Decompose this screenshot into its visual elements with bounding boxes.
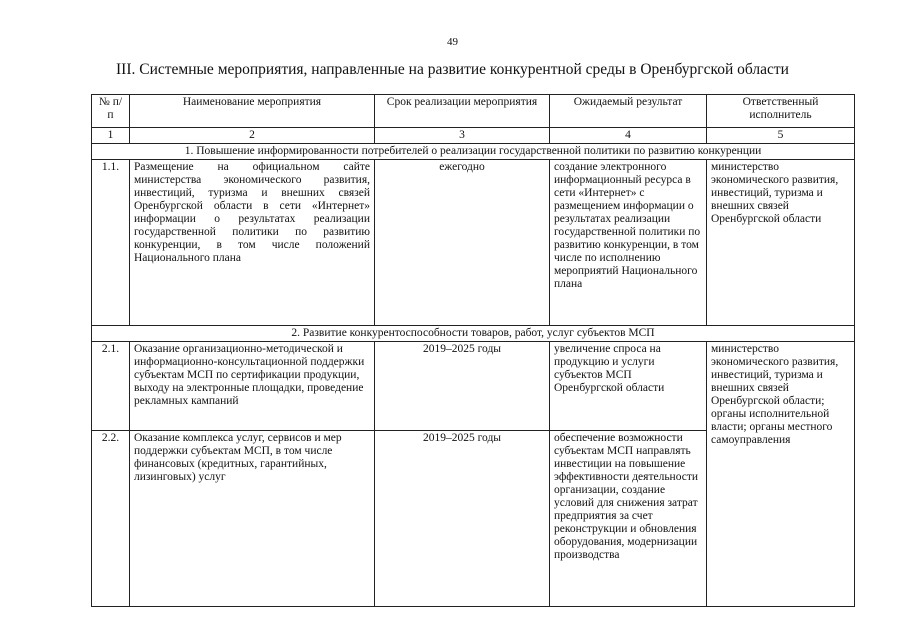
header-row [92, 95, 855, 128]
measure-name: Размещение на официальном сайте министерства экономического развития, инвестиций, туризма и внешних связей Оренбургской области в сети «Интернет» информации о результатах реализации государственной политики по развитию конкуренции, в том числе положений Национального плана [130, 160, 375, 326]
row-number: 2.2. [92, 431, 130, 607]
measures-table [91, 94, 855, 607]
column-number: 5 [707, 128, 855, 144]
measure-term: 2019–2025 годы [375, 431, 550, 607]
section-row [92, 144, 855, 160]
section-title-1: 1. Повышение информированности потребителей о реализации государственной политики по развитию конкуренции [92, 144, 855, 160]
column-number: 3 [375, 128, 550, 144]
header-result: Ожидаемый результат [550, 95, 707, 128]
measure-term: ежегодно [375, 160, 550, 326]
responsible-executor: министерство экономического развития, инвестиций, туризма и внешних связей Оренбургской области; органы исполнительной власти; органы местного самоуправления [707, 342, 855, 607]
column-number: 2 [130, 128, 375, 144]
header-executor: Ответственный исполнитель [707, 95, 855, 128]
section-row [92, 326, 855, 342]
expected-result: увеличение спроса на продукцию и услуги субъектов МСП Оренбургской области [550, 342, 707, 431]
column-numbers-row [92, 128, 855, 144]
measure-name: Оказание комплекса услуг, сервисов и мер поддержки субъектам МСП, в том числе финансовых (кредитных, гарантийных, лизинговых) услуг [130, 431, 375, 607]
row-number: 1.1. [92, 160, 130, 326]
page-number: 49 [447, 36, 458, 48]
header-term: Срок реализации мероприятия [375, 95, 550, 128]
responsible-executor: министерство экономического развития, инвестиций, туризма и внешних связей Оренбургской области [707, 160, 855, 326]
column-number: 1 [92, 128, 130, 144]
section-heading: III. Системные мероприятия, направленные на развитие конкурентной среды в Оренбургской области [116, 61, 789, 78]
table-row [92, 342, 855, 431]
expected-result: обеспечение возможности субъектам МСП направлять инвестиции на повышение эффективности деятельности организации, создание условий для снижения затрат предприятия за счет реконструкции и обновления оборудования, модернизации производства [550, 431, 707, 607]
measure-term: 2019–2025 годы [375, 342, 550, 431]
row-number: 2.1. [92, 342, 130, 431]
header-num: № п/п [92, 95, 130, 128]
expected-result: создание электронного информационный ресурса в сети «Интернет» с размещением информации о результатах реализации государственной политики по развитию конкуренции, в том числе по исполнению мероприятий Национального плана [550, 160, 707, 326]
column-number: 4 [550, 128, 707, 144]
measure-name: Оказание организационно-методической и информационно-консультационной поддержки субъектам МСП по сертификации продукции, выходу на электронные площадки, проведение рекламных кампаний [130, 342, 375, 431]
section-title-2: 2. Развитие конкурентоспособности товаров, работ, услуг субъектов МСП [92, 326, 855, 342]
table-row [92, 160, 855, 326]
header-name: Наименование мероприятия [130, 95, 375, 128]
